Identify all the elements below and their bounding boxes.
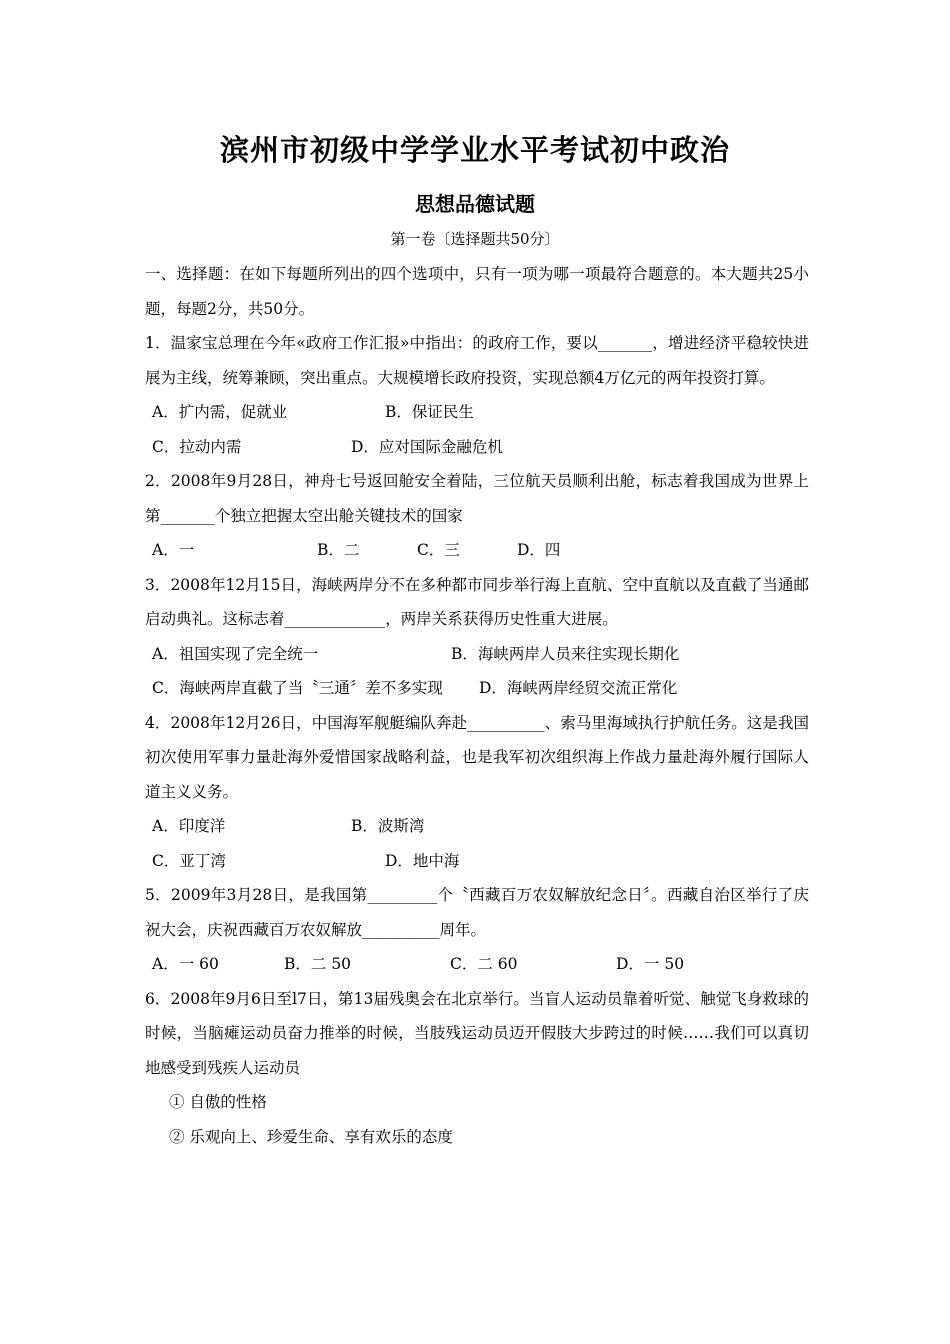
option-a: A．祖国实现了完全统一 [152, 644, 319, 663]
option-d: D．四 [517, 541, 561, 559]
option-c: C．拉动内需 [152, 437, 242, 456]
option-c: C．三 [417, 541, 460, 559]
statement-item: ① 自傲的性格 [169, 1093, 267, 1111]
option-row [145, 809, 809, 844]
instructions: 一、选择题：在如下每题所列出的四个选项中，只有一项为哪一项最符合题意的。本大题共25小题，每题2分，共50分。 [145, 265, 809, 318]
option-row [145, 430, 809, 465]
option-d: D．地中海 [385, 851, 460, 870]
option-c: C．亚丁湾 [152, 851, 226, 870]
option-a: A．印度洋 [152, 817, 226, 835]
option-a: A．扩内需，促就业 [152, 403, 288, 421]
option-b: B．二 50 [284, 955, 352, 973]
option-a: A．一 60 [152, 955, 219, 973]
option-a: A．一 [152, 541, 195, 559]
statement-item: ② 乐观向上、珍爱生命、享有欢乐的态度 [169, 1127, 453, 1146]
option-row [145, 533, 809, 568]
option-b: B．二 [317, 541, 360, 559]
option-b: B．海峡两岸人员来往实现长期化 [451, 644, 680, 663]
option-row [145, 395, 809, 430]
option-row [145, 637, 809, 672]
question-stem: 5．2009年3月28日，是我国第_________个〝西藏百万农奴解放纪念日〞。西藏自治区举行了庆祝大会，庆祝西藏百万农奴解放__________周年。 [145, 886, 809, 939]
question-stem: 2．2008年9月28日，神舟七号返回舱安全着陆，三位航天员顺利出舱，标志着我国成为世界上第_______个独立把握太空出舱关键技术的国家 [145, 472, 809, 525]
page-subtitle: 思想品德试题 [415, 192, 535, 216]
option-row [145, 671, 809, 706]
option-d: D．海峡两岸经贸交流正常化 [479, 679, 678, 697]
question-stem: 3．2008年12月15日，海峡两岸分不在多种都市同步举行海上直航、空中直航以及直截了当通邮启动典礼。这标志着_____________，两岸关系获得历史性重大进展。 [145, 575, 809, 628]
option-d: D．应对国际金融危机 [351, 437, 503, 456]
page-title: 滨州市初级中学学业水平考试初中政治 [219, 133, 730, 167]
option-b: B．波斯湾 [351, 817, 425, 835]
question-stem: 6．2008年9月6日至l7日，第13届残奥会在北京举行。当盲人运动员靠着听觉、触觉飞身救球的时候，当脑瘫运动员奋力推举的时候，当肢残运动员迈开假肢大步跨过的时候……我们可以真切地感受到残疾人运动员 [145, 989, 809, 1077]
section-heading: 第一卷〔选择题共50分〕 [390, 230, 560, 248]
question-stem: 1．温家宝总理在今年«政府工作汇报»中指出：的政府工作，要以_______，增进经济平稳较快进展为主线，统筹兼顾，突出重点。大规模增长政府投资，实现总额4万亿元的两年投资打算。 [145, 334, 809, 387]
option-c: C．二 60 [450, 955, 518, 973]
option-c: C．海峡两岸直截了当〝三通〞差不多实现 [152, 679, 443, 697]
option-row [145, 947, 809, 982]
option-row [145, 844, 809, 879]
option-b: B．保证民生 [385, 403, 474, 421]
option-d: D．一 50 [616, 955, 685, 973]
exam-body [145, 257, 809, 1154]
question-stem: 4．2008年12月26日，中国海军舰艇编队奔赴__________、索马里海域执行护航任务。这是我国初次使用军事力量赴海外爱惜国家战略利益，也是我军初次组织海上作战力量赴海外履行国际人道主义义务。 [145, 713, 809, 801]
